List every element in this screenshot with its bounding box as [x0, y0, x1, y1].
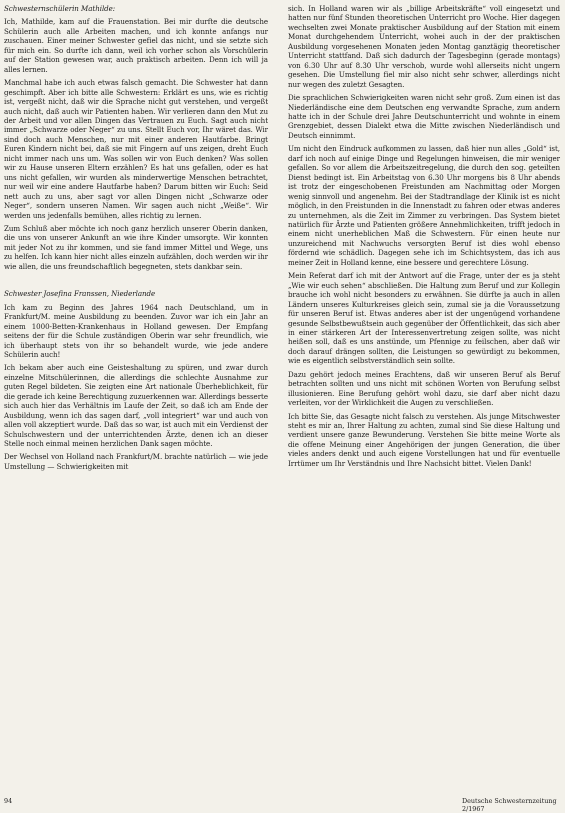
page-number: 94 — [4, 797, 13, 805]
paragraph: Ich bekam aber auch eine Geisteshaltung zu spüren, und zwar durch einzelne Mitschülerinnen, die allerdings die schlechte Ausnahme zur guten Regel bildeten. Sie zeigten eine Art nationale Überheblichkeit, für die gerade ich keine Berechtigung zuzuerkennen war. Allerdings besserte sich auch hier das Verhältnis im Laufe der Zeit, so daß ich am Ende der Ausbildung, wenn ich das sagen darf, „voll integriert“ war und auch von allen voll akzeptiert wurde. Daß das so war, ist auch mit ein Verdienst der Schulschwestern und der unterrichtenden Ärzte, denen ich an dieser Stelle noch einmal meinen herzlichen Dank sagen möchte. — [4, 363, 268, 449]
right-column — [288, 4, 560, 468]
section-heading-mathilde: Schwesternschülerin Mathilde: — [4, 4, 116, 13]
paragraph: Ich bitte Sie, das Gesagte nicht falsch zu verstehen. Als junge Mitschwester steht es mir an, Ihrer Haltung zu achten, zumal sind Sie diese Haltung und verdient unsere ganze Bewunderung. Verstehen Sie bitte meine Worte als die offene Meinung einer Angehörigen der jungen Generation, die über vieles anders denkt und auch eigene Vorstellungen hat und für eventuelle Irrtümer um Ihr Verständnis und Ihre Nachsicht bittet. Vielen Dank! — [288, 411, 560, 468]
paragraph: Die sprachlichen Schwierigkeiten waren nicht sehr groß. Zum einen ist das Niederländische eine dem Deutschen eng verwandte Sprache, zum andern hatte ich in der Schule drei Jahre Deutschunterricht und wohnte in einem Grenzgebiet, dessen Dialekt etwa die Mitte zwischen Niederländisch und Deutsch einnimmt. — [288, 93, 560, 140]
paragraph: Ich kam zu Beginn des Jahres 1964 nach Deutschland, um in Frankfurt/M. meine Ausbildung zu beenden. Zuvor war ich ein Jahr an einem 1000-Betten-Krankenhaus in Holland gewesen. Der Empfang seitens der für die Schule zuständigen Oberin war sehr freundlich, wie ich überhaupt stets von ihr so behandelt wurde, wie jede andere Schülerin auch! — [4, 302, 268, 359]
paragraph: Mein Referat darf ich mit der Antwort auf die Frage, unter der es ja steht „Wie wir euch sehen“ abschließen. Die Haltung zum Beruf und zur Kollegin brauche ich wohl nicht besonders zu erwähnen. Sie dürfte ja auch in allen Ländern unseres Kulturkreises gleich sein, zumal sie ja die Voraussetzung für unseren Beruf ist. Etwas anderes aber ist der ungenügend vorhandene gesunde Selbstbewußtsein auch gegenüber der Öffentlichkeit, das sich aber in einer stärkeren Art der Interessenvertretung zeigen sollte, was nicht heißen soll, daß es uns anstünde, um Pfennige zu feilschen, aber daß wir doch darauf drängen sollten, die Leistungen so gewürdigt zu bekommen, wie es eigentlich selbstverständlich sein sollte. — [288, 271, 560, 366]
paragraph: Manchmal habe ich auch etwas falsch gemacht. Die Schwester hat dann geschimpft. Aber ich bitte alle Schwestern: Erklärt es uns, wie es richtig ist, vergeßt nicht, daß wir die Sprache nicht gut verstehen, und vergeßt auch nicht, daß auch wir Patienten haben. Wir verlieren dann den Mut zu der Arbeit und vor allen Dingen das Vertrauen zu Euch. Sagt auch nicht immer „Schwarze oder Neger“ zu uns. Stellt Euch vor, Ihr wäret das. Wir sind doch auch Menschen, nur mit einer anderen Hautfarbe. Bringt Euren Kindern nicht bei, daß sie mit Fingern auf uns zeigen, dreht Euch nicht immer nach uns um. Was sollen wir von Euch denken? Was sollen wir zu Hause unseren Eltern erzählen? Es hat uns gefallen, oder es hat uns nicht gefallen, wir wurden als minderwertige Menschen betrachtet, nur weil wir eine andere Hautfarbe haben? Darum bitten wir Euch: Seid nett auch zu uns, aber sagt vor allen Dingen nicht „Schwarze oder Neger“, sondern unseren Namen. Wir sagen auch nicht „Weiße“. Wir werden uns jedenfalls bemühen, alles richtig zu lernen. — [4, 78, 268, 220]
paragraph: Dazu gehört jedoch meines Erachtens, daß wir unseren Beruf als Beruf betrachten sollten und uns nicht mit schönen Worten von Berufung selbst illusionieren. Eine Berufung gehört wohl dazu, sie darf aber nicht dazu verleiten, vor der Wirklichkeit die Augen zu verschließen. — [288, 369, 560, 408]
paragraph: Ich, Mathilde, kam auf die Frauenstation. Bei mir durfte die deutsche Schülerin auch alle Arbeiten machen, und ich konnte anfangs nur zuschauen. Einer meiner Schwester gefiel das nicht, und sie setzte sich für mich ein. So durfte ich dann, weil ich vorher schon als Vorschülerin auf der Station gewesen war, auch praktisch arbeiten. Denn ich will ja alles lernen. — [4, 17, 268, 74]
paragraph: Um nicht den Eindruck aufkommen zu lassen, daß hier nun alles „Gold“ ist, darf ich noch auf einige Dinge und Regelungen hinweisen, die mir weniger gefallen. So vor allem die Arbeitszeitregelung, die durch den sog. geteilten Dienst bedingt ist. Ein Arbeitstag von 6.30 Uhr morgens bis 8 Uhr abends ist trotz der eingeschobenen Freistunden am Nachmittag oder Morgen wenig sinnvoll und angenehm. Bei der Stadtrandlage der Klinik ist es nicht möglich, in den Freistunden in die Innenstadt zu fahren oder etwas anderes zu unternehmen, als die Zeit im Zimmer zu verbringen. Das System bietet natürlich für Ärzte und Patienten größere Annehmlichkeiten, trifft jedoch in einem nicht unerheblichen Maß die Schwestern. Für einen heute nur unzureichend mit Nachwuchs versorgten Beruf ist dies wohl ebenso fördernd wie schädlich. Dagegen sehe ich im Schichtsystem, das ich aus meiner Zeit in Holland kenne, eine bessere und gerechtere Lösung. — [288, 144, 560, 267]
paragraph: Der Wechsel von Holland nach Frankfurt/M. brachte natürlich — wie jede Umstellung — Schwierigkeiten mit — [4, 452, 268, 471]
paragraph: sich. In Holland waren wir als „billige Arbeitskräfte“ voll eingesetzt und hatten nur fünf Stunden theoretischen Unterricht pro Woche. Hier dagegen wechselten zwei Monate praktischer Ausbildung auf der Station mit einem Monat durchgehendem Unterricht, wohei auch in der der praktischen Ausbildung vorgesehenen Monaten jeden Montag ganztägig theoretischer Unterricht stattfand. Daß sich dadurch der Tagesbeginn (gerade montags) von 6.30 Uhr auf 8.30 Uhr verschob, wurde wohl allerseits nicht ungern gesehen. Die Umstellung fiel mir also nicht sehr schwer, allerdings nicht nur wegen des zuletzt Gesagten. — [288, 4, 560, 89]
section-heading-josefina: Schwester Josefina Franssen, Niederlande — [4, 289, 156, 299]
left-column — [4, 4, 268, 471]
paragraph: Zum Schluß aber möchte ich noch ganz herzlich unserer Oberin danken, die uns von unserer Ankunft an wie ihre Kinder umsorgte. Wir konnten mit jeder Not zu ihr kommen, und sie fand immer Mittel und Wege, uns zu helfen. Ich kann hier nicht alles einzeln aufzählen, doch werden wir ihr wie allen, die uns freundschaftlich begegneten, stets dankbar sein. — [4, 223, 268, 271]
journal-footer: Deutsche Schwesternzeitung 2/1967 — [462, 797, 557, 813]
